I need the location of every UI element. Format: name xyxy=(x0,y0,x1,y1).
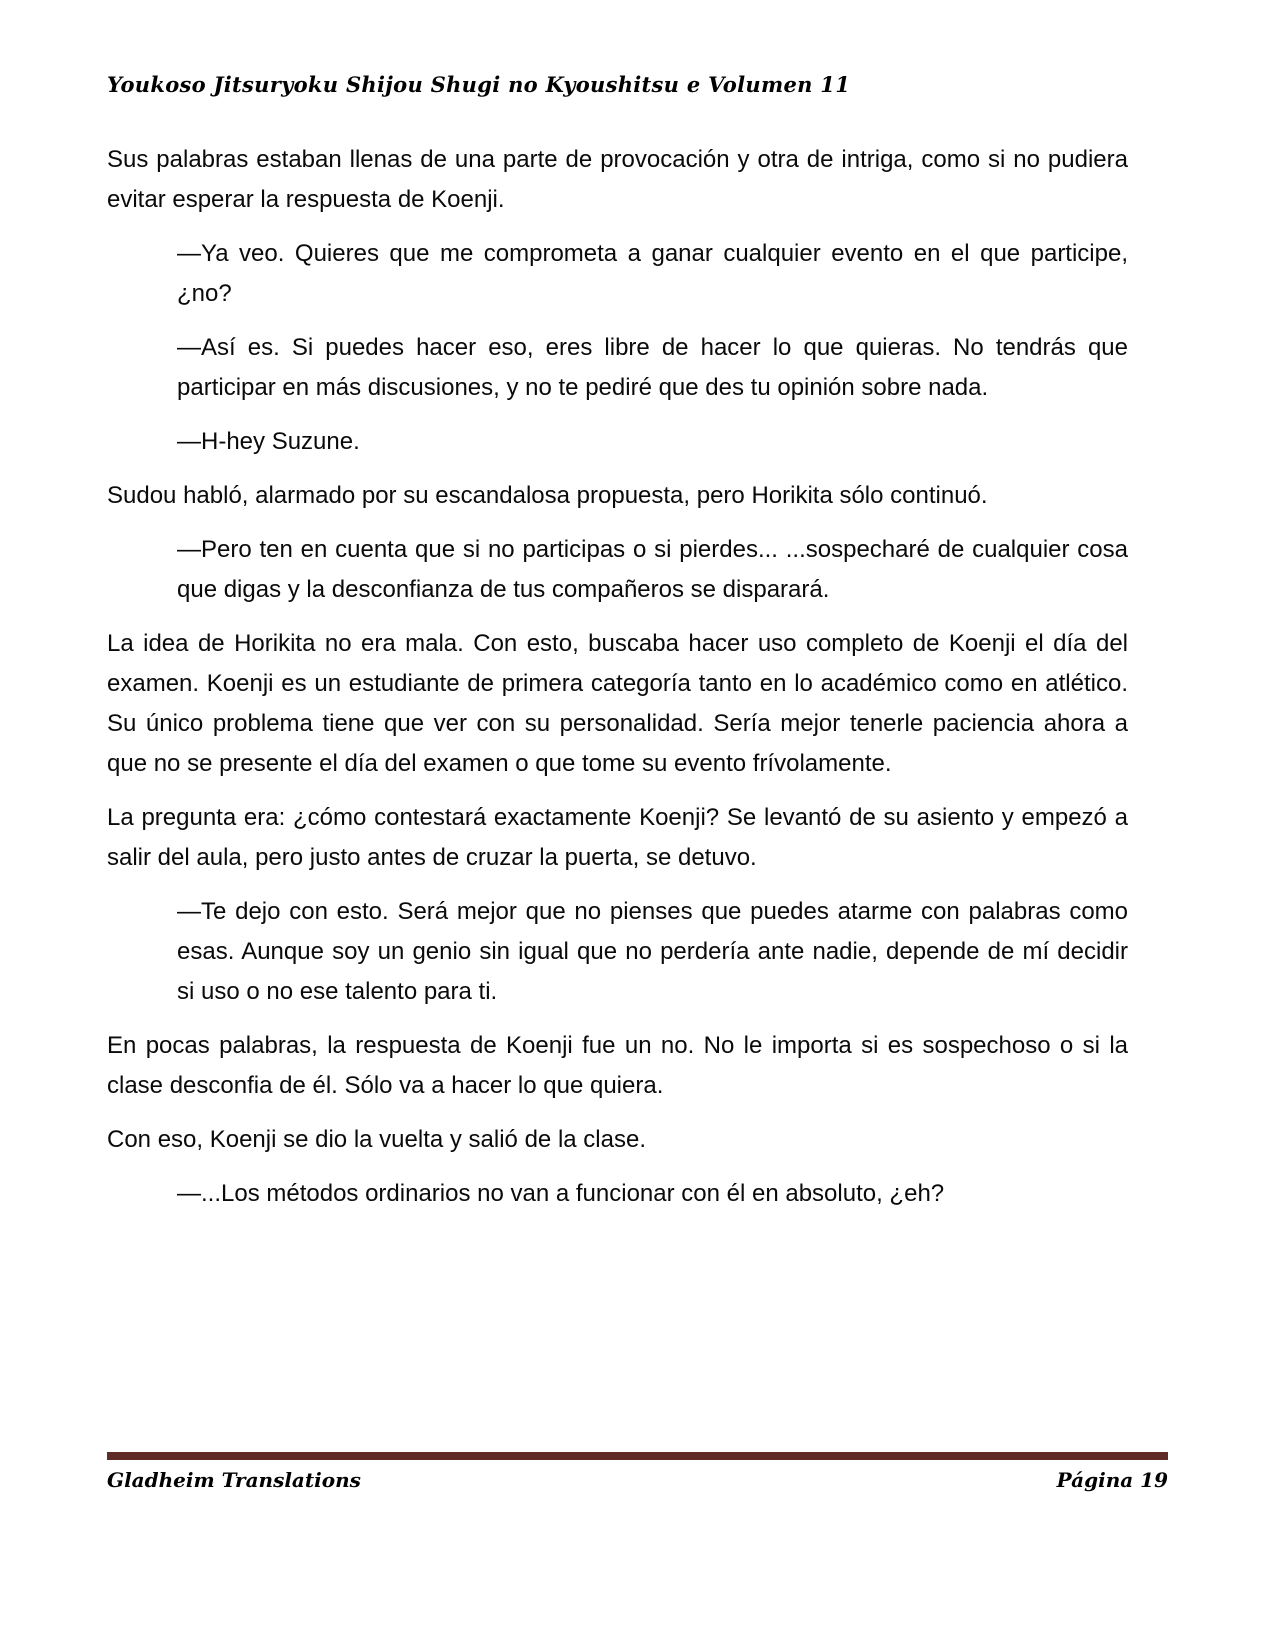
footer-row xyxy=(107,1468,1168,1492)
body-paragraph: Sus palabras estaban llenas de una parte de provocación y otra de intriga, como si no pudiera evitar esperar la respuesta de Koenji. xyxy=(107,146,1128,213)
dialogue-paragraph: —...Los métodos ordinarios no van a funcionar con él en absoluto, ¿eh? xyxy=(177,1180,945,1207)
dialogue-paragraph: —Te dejo con esto. Será mejor que no pienses que puedes atarme con palabras como esas. Aunque soy un genio sin igual que no perdería ante nadie, depende de mí decidir si uso o no ese talento para ti. xyxy=(177,898,1128,1005)
header-title: Youkoso Jitsuryoku Shijou Shugi no Kyoushitsu e Volumen 11 xyxy=(107,72,851,97)
body-paragraph: La pregunta era: ¿cómo contestará exactamente Koenji? Se levantó de su asiento y empezó a salir del aula, pero justo antes de cruzar la puerta, se detuvo. xyxy=(107,804,1128,871)
dialogue-paragraph: —Así es. Si puedes hacer eso, eres libre de hacer lo que quieras. No tendrás que participar en más discusiones, y no te pediré que des tu opinión sobre nada. xyxy=(177,334,1128,401)
footer-translator-credit: Gladheim Translations xyxy=(107,1468,361,1492)
footer-rule xyxy=(107,1452,1168,1460)
body-paragraph: Con eso, Koenji se dio la vuelta y salió de la clase. xyxy=(107,1126,646,1153)
dialogue-paragraph: —Ya veo. Quieres que me comprometa a ganar cualquier evento en el que participe, ¿no? xyxy=(177,240,1128,307)
document-header xyxy=(107,72,1168,97)
body-paragraph: Sudou habló, alarmado por su escandalosa propuesta, pero Horikita sólo continuó. xyxy=(107,482,988,509)
dialogue-paragraph: —H-hey Suzune. xyxy=(177,428,360,455)
dialogue-paragraph: —Pero ten en cuenta que si no participas o si pierdes... ...sospecharé de cualquier cosa que digas y la desconfianza de tus compañeros se disparará. xyxy=(177,536,1128,603)
body-paragraph: En pocas palabras, la respuesta de Koenji fue un no. No le importa si es sospechoso o si la clase desconfia de él. Sólo va a hacer lo que quiera. xyxy=(107,1032,1128,1099)
document-body xyxy=(107,140,1128,1228)
footer-page-number: Página 19 xyxy=(1056,1468,1168,1492)
document-footer xyxy=(107,1452,1168,1492)
body-paragraph: La idea de Horikita no era mala. Con esto, buscaba hacer uso completo de Koenji el día del examen. Koenji es un estudiante de primera categoría tanto en lo académico como en atlético. Su único problema tiene que ver con su personalidad. Sería mejor tenerle paciencia ahora a que no se presente el día del examen o que tome su evento frívolamente. xyxy=(107,630,1128,777)
